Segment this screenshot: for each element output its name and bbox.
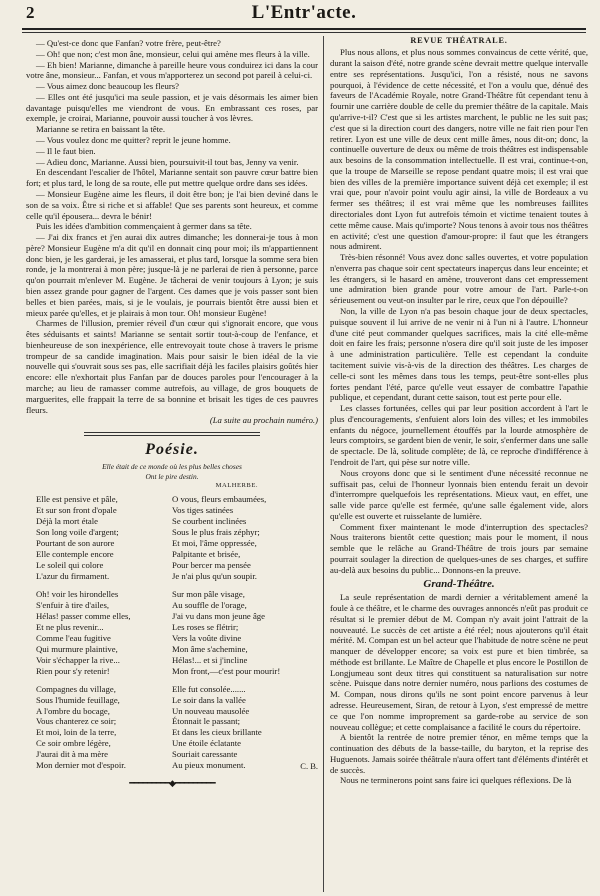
paragraph: Nous ne terminerons point sans faire ici quelques réflexions. De là xyxy=(340,775,572,786)
verse-line: Compagnes du village, xyxy=(36,683,116,694)
grand-theatre-text xyxy=(330,592,588,786)
verse-line: Sous l'humide feuillage, xyxy=(36,694,120,705)
section-title-revue: REVUE THÉATRALE. xyxy=(410,36,508,45)
paragraph: — Il le faut bien. xyxy=(36,145,96,156)
paragraph: — Vous aimez donc beaucoup les fleurs? xyxy=(36,81,179,92)
poem-left-stanzas xyxy=(26,494,164,771)
verse-line: Déjà la mort étale xyxy=(36,516,98,527)
stanza-break xyxy=(36,582,164,589)
poesie-title: Poésie. xyxy=(145,441,199,459)
verse-line: O vous, fleurs embaumées, xyxy=(172,494,267,505)
journal-title: L'Entr'acte. xyxy=(251,2,357,23)
revue-text xyxy=(330,47,588,575)
column-divider xyxy=(323,36,324,892)
verse-line: Et moi, loin de la terre, xyxy=(36,727,117,738)
header-rule xyxy=(22,28,586,30)
stanza-break xyxy=(172,582,318,589)
verse-line: J'aurai dit à ma mère xyxy=(36,749,108,760)
page-number: 2 xyxy=(26,3,35,22)
stanza-break xyxy=(36,677,164,684)
paragraph: Nous croyons donc que si le sentiment d'une nécessité reconnue ne suffisait pas, celui de l'honneur lyonnais bien entendu ferait un devoir d'interrompre quelquefois les représentations. Mieux vaut, en effet, une salle vide parce qu'elle est fermée, qu'une salle également vide, alors qu'elle est ouverte et ruisselante de lumière. xyxy=(330,467,588,521)
paragraph: — Monsieur Eugène aime les fleurs, il doit être bon; je l'ai bien deviné dans le son de sa voix. Être si riche et si affable! Que ses parents sont heureux, et comme celle qu'il épousera... devra le bénir! xyxy=(26,188,318,221)
verse-line: Oh! voir les hirondelles xyxy=(36,589,119,599)
paragraph: Les classes fortunées, celles qui par leur position accordent à l'art le plus d'encouragements, s'enfuient alors loin des villes; et les immobiles enfants du négoce, journellement étouffés par la lourde atmosphère de leurs comptoirs, se gardent bien de venir, le soir, s'enfermer dans une salle de spectacle. De là, solitude complète; de là, ce reproche d'indifférence à l'endroit de l'art, qui pèse sur notre ville. xyxy=(330,403,588,467)
paragraph: Marianne se retira en baissant la tête. xyxy=(36,124,166,135)
verse-line: Une étoile éclatante xyxy=(172,738,241,749)
verse-line: Ce soir ombre légère, xyxy=(36,738,111,749)
verse-line: Voir s'échapper la rive... xyxy=(36,654,120,665)
epigraph-author: MALHERBE. xyxy=(215,482,258,490)
verse-line: Et sur son front d'opale xyxy=(36,505,117,516)
poem-signature: C. B. xyxy=(300,761,318,772)
verse-line: Vers la voûte divine xyxy=(172,632,242,643)
paragraph: Puis les idées d'ambition commençaient à germer dans sa tête. xyxy=(36,221,252,232)
page-header xyxy=(22,2,586,26)
verse-line: Sous le plus frais zéphyr; xyxy=(172,527,260,538)
epigraph-line: Ont le pire destin. xyxy=(145,471,199,481)
left-column xyxy=(26,38,318,789)
poem-right-stanzas xyxy=(172,494,318,771)
verse-line: Pour bercer ma pensée xyxy=(172,560,251,571)
verse-line: Comme l'eau fugitive xyxy=(36,632,111,643)
verse-line: Elle fut consolée....... xyxy=(172,683,246,694)
verse-line: Hélas! passer comme elles, xyxy=(36,610,131,621)
verse-line: Un nouveau mausolée xyxy=(172,705,250,716)
verse-line: Elle est pensive et pâle, xyxy=(36,494,118,505)
paragraph: La seule représentation de mardi dernier a véritablement amené la foule à ce théâtre, et le charme des ouvrages annoncés n'eût pas produit ce résultat si le premier début de M. Compan n'y avait joint l'attrait de la nouveauté. Le succès de cet artiste a été réel; nous ajouterons qu'il était mérité. M. Compan est un bel acteur que l'habitude de notre scène ne peut manquer de développer encore; sa voix est pure et bien timbrée, sa méthode est brillante. Le Maître de Chapelle et plus encore le Postillon de Longjumeau sont deux titres qui constituent sa naturalisation sur notre scène. Puisque dans notre dernier numéro, nous parlions des costumes de M. Compan, nous dirons qu'ils ne sont point encore parvenus à leur adresse. Heureusement, Siran, de retour à Lyon, s'est empressé de mettre ce que l'on nomme improprement sa garde-robe au service de son nouveau collègue; et cette complaisance a facilité le cours du répertoire. xyxy=(330,592,588,732)
paragraph: Non, la ville de Lyon n'a pas besoin chaque jour de deux spectacles, puisque souvent il lui arrive de ne venir ni à l'un ni à l'autre. L'honneur d'une cité peut commander quelques sacrifices, mais la cité elle-même doit en faire les frais; personne n'osera dire qu'il soit juste de les imposer à une administration particulière. Telle est cependant la conduite tacitement suivie vis-à-vis de la direction des théâtres. Les charges de celle-ci sont les mêmes dans tous les temps, peut-être sont-elles plus fortes pendant l'été, parce qu'elle veut essayer de combattre l'apathie publique, et cependant, durant cette saison, tout est perte pour elle. xyxy=(330,306,588,403)
epigraph-line: Elle était de ce monde où les plus belles choses xyxy=(102,461,242,471)
stanza-break xyxy=(172,677,318,684)
paragraph: — Elles ont été jusqu'ici ma seule passion, et je vais désormais les aimer bien davantage puisqu'elles me viendront de vous. En embrassant ces roses, par exemple, je croirai, Marianne, pouvoir aussi toucher à vos lèvres. xyxy=(26,91,318,124)
verse-line: Je n'ai plus qu'un soupir. xyxy=(172,571,257,582)
verse-line: Mon front,—c'est pour mourir! xyxy=(172,665,281,676)
verse-line: Rien pour s'y retenir! xyxy=(36,665,110,676)
paragraph: En descendant l'escalier de l'hôtel, Marianne sentait son pauvre cœur battre bien fort; et plus tard, le long de sa route, elle put mettre quelque ordre dans ses idées. xyxy=(26,167,318,189)
verse-line: Mon âme s'achemine, xyxy=(172,643,248,654)
verse-line: A l'ombre du bocage, xyxy=(36,705,110,716)
verse-line: Mon dernier mot d'espoir. xyxy=(36,760,126,771)
section-title-grand-theatre: Grand-Théâtre. xyxy=(423,577,495,590)
to-be-continued: (La suite au prochain numéro.) xyxy=(209,415,318,426)
verse-line: Se courbent inclinées xyxy=(172,516,247,527)
verse-line: Hélas!... et si j'incline xyxy=(172,654,248,665)
paragraph: — Adieu donc, Marianne. Aussi bien, poursuivit-il tout bas, Jenny va venir. xyxy=(36,156,299,167)
verse-line: Vos tiges satinées xyxy=(172,505,234,516)
paragraph: A bientôt la rentrée de notre premier ténor, en même temps que la continuation des débuts de la basse-taille, du baryton, et la reprise des Huguenots. Jamais soirée théâtrale n'aura offert tant d'éléments d'intérêt et de succès. xyxy=(330,732,588,775)
verse-line: Le soir dans la vallée xyxy=(172,694,246,705)
verse-line: Son long voile d'argent; xyxy=(36,527,119,538)
verse-line: Sur mon pâle visage, xyxy=(172,589,245,599)
paragraph: Plus nous allons, et plus nous sommes convaincus de cette vérité, que, durant la saison d'été, notre grande scène devrait mettre quelque intervalle entre ses représentations. Jusqu'ici, l'on a résisté, nous ne savons pourquoi, à l'évidence de cette nécessité, et l'on a voulu que, dénué des faveurs de l'Académie Royale, notre Grand-Théâtre fût cependant tenu à fournir une carrière double de celle du premier théâtre de la capitale. Mais qu'arrive-t-il? C'est que si les artistes marchent, le public ne les suit pas; c'est que si la direction court des dangers, notre ville ne fait rien pour l'en retirer. Lyon est une ville de deux cent mille âmes, nous dit-on; donc, la continuelle ouverture de deux ou même de trois théâtres est indispensable aux besoins de la consommation intellectuelle. Il est vrai, continue-t-on, que la troupe de Marseille se repose pendant quatre mois; il est vrai que bien des villes de la première importance suivent déjà cet exemple; il est vrai que, pour n'avoir point voulu agir ainsi, la ville de Bordeaux a vu fermer ses théâtres; il est vrai même que les nombreuses faillites directoriales dont Lyon fut autrefois témoin et victime tenaient toutes à cette même cause. Mais qu'importe? Nous tenons à avoir tous nos théâtres en activité; c'est une question d'amour-propre: il faut que les étrangers nous admirent. xyxy=(330,47,588,252)
paragraph: — Oh! que non; c'est mon âne, monsieur, celui qui amène mes fleurs à la ville. xyxy=(36,48,310,59)
paragraph: Comment fixer maintenant le mode d'interruption des spectacles? Nous traiterons bientôt cette question; mais pour le moment, il nous semble que le relâche au Grand-Théâtre de trois jours par semaine pourrait soulager la direction de quelques-unes de ses charges, et suffire au-delà aux besoins du public... Donnons-en la preuve. xyxy=(330,521,588,575)
verse-line: Et moi, l'âme oppressée, xyxy=(172,538,257,549)
poem xyxy=(26,494,318,771)
verse-line: Pourtant de son aurore xyxy=(36,538,115,549)
section-separator xyxy=(84,432,259,436)
verse-line: Elle contemple encore xyxy=(36,549,114,560)
epigraph xyxy=(26,462,318,481)
paragraph: Très-bien résonné! Vous avez donc salles ouvertes, et votre population n'enverra pas chaque soir cent spectateurs inaperçus dans leur enceinte; et les étrangers, si le hasard en amène, trouveront dans cet empressement une admiration bien grande pour votre amour de l'art. Parle-t-on sérieusement ou veut-on insulter par le rire, ceux que l'on dépouille? xyxy=(330,252,588,306)
verse-line: Les roses se flétrir; xyxy=(172,621,239,632)
header-rule-thin xyxy=(22,32,586,33)
verse-line: Le soleil qui colore xyxy=(36,560,104,571)
paragraph: — Eh bien! Marianne, dimanche à pareille heure vous conduirez ici dans la cour votre âne, monsieur... Fanfan, et vous m'apporterez un second pot pareil à celui-ci. xyxy=(26,59,318,81)
paragraph: — Qu'est-ce donc que Fanfan? votre frère, peut-être? xyxy=(36,38,221,48)
verse-line: Au souffle de l'orage, xyxy=(172,599,247,610)
right-column xyxy=(330,36,588,786)
verse-line: J'ai vu dans mon jeune âge xyxy=(172,610,266,621)
paragraph: — Vous voulez donc me quitter? reprit le jeune homme. xyxy=(36,135,231,146)
verse-line: Au pieux monument. xyxy=(172,760,246,771)
paragraph: — J'ai dix francs et j'en aurai dix autres dimanche; les donnerai-je tous à mon père? Monsieur Eugène m'a dit qu'il en donnait cinq pour moi; ils m'appartiennent donc bien, je les garderai, je les amasserai, et plus tard, lorsque la somme sera bien ronde, je la montrerai à mon père; jusque-là je ne parlerai de rien à personne, parce qu'on pourrait m'enlever M. Eugène. Je tâcherai de venir toujours à Lyon; je suis bien assez grande pour gagner de l'argent. Ces dames que je vois passer sont bien belles et bien parées, mais, si je le voulais, je pourrais bientôt être aussi bien et mieux parée qu'elles, et je plairais à mon tour. Oh! monsieur Eugène! xyxy=(26,232,318,318)
paragraph: Charmes de l'illusion, premier réveil d'un cœur qui s'ignorait encore, que vous êtes séduisants et saints! Marianne se sentait sortir tout-à-coup de l'enfance, et bienheureuse de son inexpérience, elle entrevoyait toute chose à travers le prisme trompeur de sa candide imagination. Mais pour saisir le bien idéal de la vie nouvelle qui s'ouvrait sous ses pas, elle sacrifiait déjà les faciles plaisirs goûtés hier encore: elle n'exhortait plus Fanfan par de douces paroles pour l'encourager à la marche; au lieu de ramasser comme autrefois, au village, de gros bouquets de marguerites, elle frappait la terre de sa bonnine et brisait les tiges de ces pauvres fleurs. xyxy=(26,318,318,415)
verse-line: Palpitante et brisée, xyxy=(172,549,241,560)
verse-line: Étonnait le passant; xyxy=(172,716,241,727)
verse-line: Et ne plus revenir... xyxy=(36,621,104,632)
verse-line: Qui murmure plaintive, xyxy=(36,643,118,654)
verse-line: Et dans les cieux brillante xyxy=(172,727,262,738)
verse-line: L'azur du firmament. xyxy=(36,571,110,582)
feuilleton-text xyxy=(26,38,318,415)
verse-line: S'enfuir à tire d'ailes, xyxy=(36,599,110,610)
ornament-rule: ━━━━━━━━━◆━━━━━━━━━ xyxy=(129,777,215,788)
verse-line: Vous chanterez ce soir; xyxy=(36,716,117,727)
verse-line: Souriait caressante xyxy=(172,749,238,760)
